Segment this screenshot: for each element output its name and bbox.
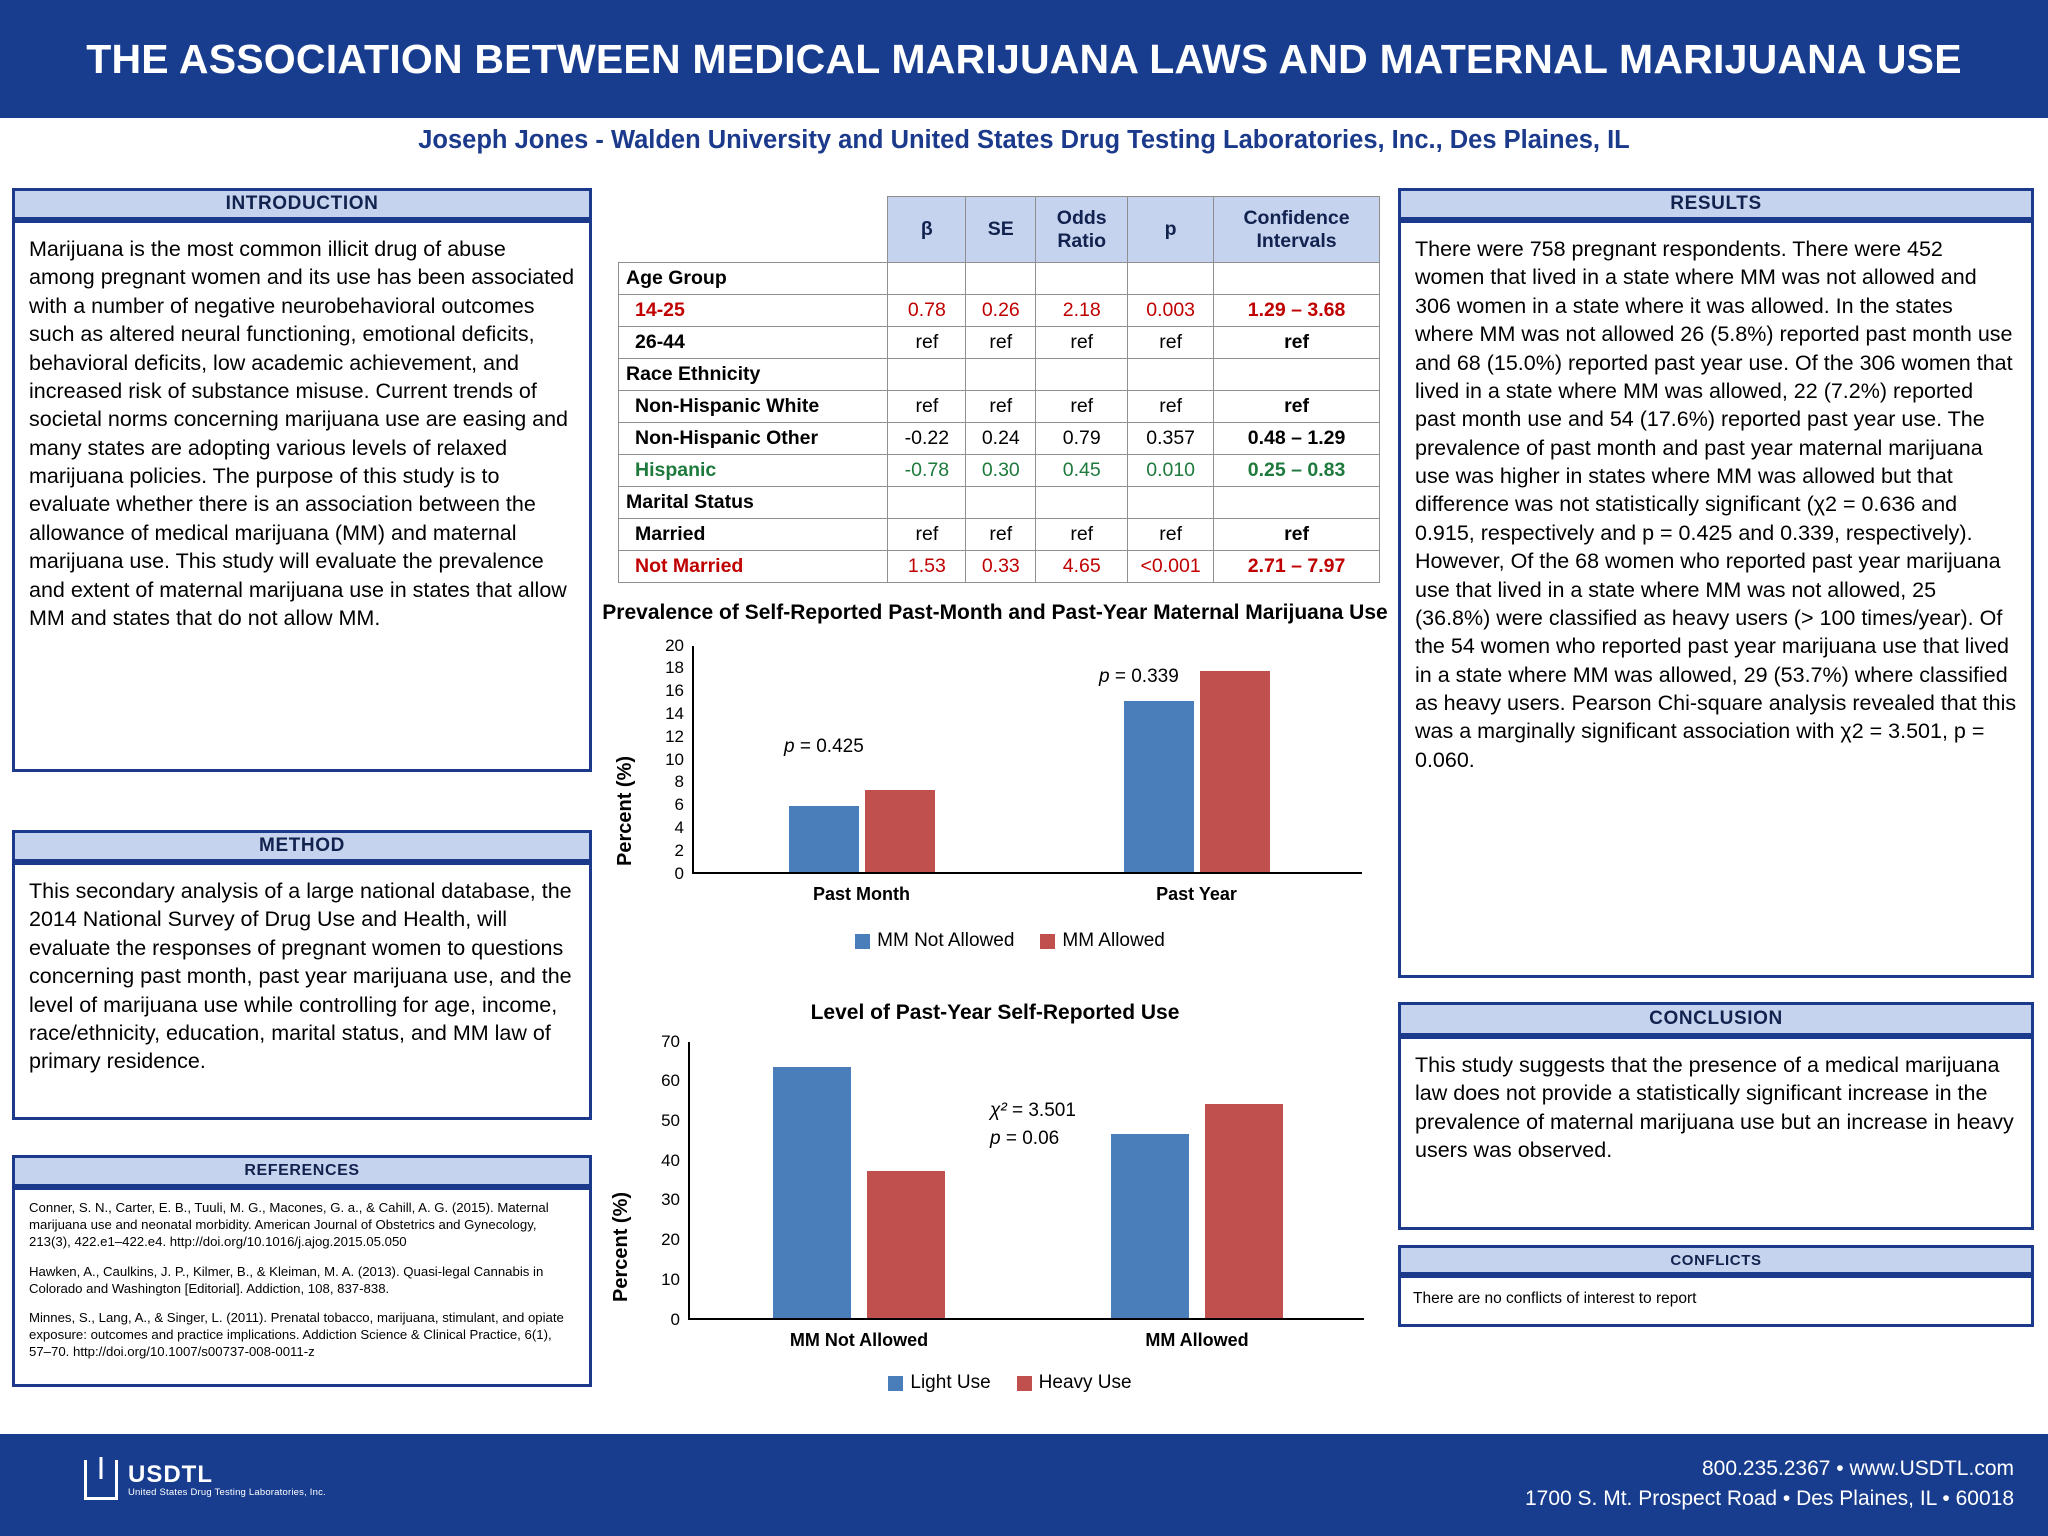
chart-bar xyxy=(789,806,859,872)
table-row xyxy=(619,391,1380,423)
chart-bar xyxy=(1200,671,1270,872)
table-cell: ref xyxy=(1128,327,1214,359)
table-cell xyxy=(966,359,1036,391)
table-col-p: p xyxy=(1128,197,1214,263)
usdtl-logo-subtitle: United States Drug Testing Laboratories, Inc. xyxy=(128,1486,326,1498)
section-conclusion xyxy=(1398,1036,2034,1230)
table-cell: ref xyxy=(1214,519,1380,551)
table-row xyxy=(619,551,1380,583)
table-row-label: Race Ethnicity xyxy=(619,359,888,391)
table-cell: 0.78 xyxy=(888,295,966,327)
reference-item: Minnes, S., Lang, A., & Singer, L. (2011). Prenatal tobacco, marijuana, stimulant, and opiate exposure: outcomes and practice implications. Addiction Science & Clinical Practice, 6(1), 57–70. http://doi.org/10.1007/s00737-008-0011-z xyxy=(29,1310,564,1360)
section-heading-introduction: INTRODUCTION xyxy=(12,188,592,220)
chart-level-title: Level of Past-Year Self-Reported Use xyxy=(810,1001,1180,1024)
table-cell: 0.48 – 1.29 xyxy=(1214,423,1380,455)
introduction-text: Marijuana is the most common illicit drug of abuse among pregnant women and its use has been associated with a number of negative neurobehavioral outcomes such as altered neural functioning, emotional deficits, behavioral deficits, low academic achievement, and increased risk of substance misuse. Current trends of societal norms concerning marijuana use are easing and many states are adopting various levels of relaxed marijuana policies. The purpose of this study is to evaluate whether there is an association between the allowance of medical marijuana (MM) and maternal marijuana use. This study will evaluate the prevalence and extent of maternal marijuana use in states that allow MM and states that do not allow MM. xyxy=(29,237,575,630)
chart-prevalence-axes xyxy=(692,646,1362,904)
chart-category-label: MM Not Allowed xyxy=(789,1329,929,1350)
chart-bar xyxy=(1205,1104,1283,1317)
legend-swatch-icon xyxy=(888,1376,903,1391)
axis-tick-label: 6 xyxy=(674,795,684,815)
section-heading-method: METHOD xyxy=(12,830,592,862)
legend-item-mm-allowed xyxy=(1040,930,1164,952)
regression-table-wrapper xyxy=(618,196,1380,583)
table-cell xyxy=(1036,263,1128,295)
table-cell xyxy=(966,263,1036,295)
axis-tick-label: 16 xyxy=(665,681,684,701)
chart-category-label: Past Month xyxy=(813,883,910,904)
footer-address: 1700 S. Mt. Prospect Road • Des Plaines, IL • 60018 xyxy=(1524,1487,2014,1511)
chart-bar xyxy=(1111,1134,1189,1318)
axis-tick-label: 10 xyxy=(665,749,684,769)
table-cell: 1.29 – 3.68 xyxy=(1214,295,1380,327)
legend-swatch-icon xyxy=(1040,934,1055,949)
table-row xyxy=(619,519,1380,551)
chart-prevalence-yticks xyxy=(636,635,688,883)
section-method xyxy=(12,862,592,1120)
table-col-beta: β xyxy=(888,197,966,263)
table-cell xyxy=(1214,487,1380,519)
axis-tick-label: 20 xyxy=(661,1230,680,1250)
table-row-label: Age Group xyxy=(619,263,888,295)
axis-tick-label: 2 xyxy=(674,840,684,860)
method-text: This secondary analysis of a large national database, the 2014 National Survey of Drug Use and Health, will evaluate the responses of pregnant women to questions concerning past month, past year marijuana use, and the level of marijuana use while controlling for age, income, race/ethnicity, education, marital status, and MM law of primary residence. xyxy=(29,879,572,1074)
table-row-label: Non-Hispanic White xyxy=(619,391,888,423)
axis-tick-label: 0 xyxy=(670,1309,680,1329)
axis-tick-label: 20 xyxy=(665,635,684,655)
legend-label: Light Use xyxy=(910,1372,991,1393)
axis-tick-label: 60 xyxy=(661,1071,680,1091)
table-cell: -0.22 xyxy=(888,423,966,455)
table-cell: 0.357 xyxy=(1128,423,1214,455)
table-row xyxy=(619,263,1380,295)
table-cell: -0.78 xyxy=(888,455,966,487)
references-list xyxy=(15,1190,589,1384)
table-row-label: Non-Hispanic Other xyxy=(619,423,888,455)
table-cell: ref xyxy=(1128,519,1214,551)
table-row xyxy=(619,423,1380,455)
chart-category-label: Past Year xyxy=(1156,883,1237,904)
axis-tick-label: 14 xyxy=(665,704,684,723)
legend-swatch-icon xyxy=(1017,1376,1032,1391)
table-cell xyxy=(1128,263,1214,295)
table-cell: ref xyxy=(1036,519,1128,551)
table-cell xyxy=(1214,359,1380,391)
axis-tick-label: 30 xyxy=(661,1190,680,1210)
table-row xyxy=(619,295,1380,327)
table-header-row xyxy=(619,197,1380,263)
section-results xyxy=(1398,220,2034,978)
table-col-confidence-intervals: Confidence Intervals xyxy=(1214,197,1380,263)
chart-level-axes xyxy=(688,1042,1364,1350)
chart-category-label: MM Allowed xyxy=(1145,1329,1249,1350)
chart-bar xyxy=(1124,701,1194,872)
axis-tick-label: 8 xyxy=(674,772,684,792)
table-cell: ref xyxy=(966,519,1036,551)
chart-level-legend xyxy=(660,1372,1360,1394)
section-heading-conclusion: CONCLUSION xyxy=(1398,1002,2034,1036)
chart-level-yticks xyxy=(632,1031,684,1329)
legend-label: Heavy Use xyxy=(1038,1372,1132,1393)
table-cell xyxy=(888,263,966,295)
table-cell: ref xyxy=(888,519,966,551)
usdtl-logo xyxy=(84,1460,326,1500)
chart-bar xyxy=(867,1171,945,1317)
axis-tick-label: 12 xyxy=(665,726,684,746)
table-cell xyxy=(1128,359,1214,391)
page-title: THE ASSOCIATION BETWEEN MEDICAL MARIJUANA LAWS AND MATERNAL MARIJUANA USE xyxy=(86,35,1962,82)
table-row-label: Not Married xyxy=(619,551,888,583)
section-heading-references: REFERENCES xyxy=(12,1155,592,1187)
table-cell: 0.003 xyxy=(1128,295,1214,327)
regression-table xyxy=(618,196,1380,583)
legend-item-heavy-use xyxy=(1017,1372,1132,1394)
table-cell: 0.33 xyxy=(966,551,1036,583)
table-col-se: SE xyxy=(966,197,1036,263)
table-cell: 0.79 xyxy=(1036,423,1128,455)
table-cell: 0.010 xyxy=(1128,455,1214,487)
section-references xyxy=(12,1187,592,1387)
chart-prevalence-legend xyxy=(660,930,1360,952)
table-row xyxy=(619,455,1380,487)
usdtl-logo-text xyxy=(128,1462,326,1497)
usdtl-logo-name: USDTL xyxy=(128,1461,213,1489)
table-cell: 4.65 xyxy=(1036,551,1128,583)
section-introduction xyxy=(12,220,592,772)
table-cell: ref xyxy=(966,391,1036,423)
chart-annotation: p = 0.425 xyxy=(784,735,864,757)
poster-footer xyxy=(0,1434,2048,1536)
table-cell xyxy=(888,359,966,391)
table-col-odds-ratio: Odds Ratio xyxy=(1036,197,1128,263)
legend-label: MM Allowed xyxy=(1062,930,1165,951)
chart-annotation: p = 0.339 xyxy=(1099,665,1179,687)
axis-tick-label: 18 xyxy=(665,658,684,678)
table-cell: ref xyxy=(888,391,966,423)
table-cell: ref xyxy=(888,327,966,359)
axis-tick-label: 70 xyxy=(661,1031,680,1051)
table-row-label: 14-25 xyxy=(619,295,888,327)
poster-title-bar xyxy=(0,0,2048,118)
table-cell: 2.71 – 7.97 xyxy=(1214,551,1380,583)
table-cell: ref xyxy=(1214,327,1380,359)
table-row-label: Marital Status xyxy=(619,487,888,519)
table-cell: 2.18 xyxy=(1036,295,1128,327)
footer-phone-web: 800.235.2367 • www.USDTL.com xyxy=(1701,1457,2014,1480)
chart-annotation: χ² = 3.501 xyxy=(990,1099,1076,1121)
section-heading-results: RESULTS xyxy=(1398,188,2034,220)
chart-prevalence-title: Prevalence of Self-Reported Past-Month and Past-Year Maternal Marijuana Use xyxy=(602,601,1388,624)
usdtl-logo-mark-icon xyxy=(84,1460,118,1500)
axis-tick-label: 10 xyxy=(661,1269,680,1289)
table-row xyxy=(619,327,1380,359)
table-cell: 1.53 xyxy=(888,551,966,583)
table-cell xyxy=(966,487,1036,519)
legend-item-mm-not-allowed xyxy=(855,930,1014,952)
table-row xyxy=(619,359,1380,391)
legend-label: MM Not Allowed xyxy=(877,930,1015,951)
chart-bar xyxy=(773,1067,851,1318)
table-cell xyxy=(1036,487,1128,519)
table-row-label: Hispanic xyxy=(619,455,888,487)
table-col-blank xyxy=(619,197,888,263)
table-cell xyxy=(888,487,966,519)
table-cell: ref xyxy=(1036,391,1128,423)
table-cell: ref xyxy=(1214,391,1380,423)
table-row-label: Married xyxy=(619,519,888,551)
chart-bar xyxy=(865,790,935,872)
table-row-label: 26-44 xyxy=(619,327,888,359)
table-cell: 0.24 xyxy=(966,423,1036,455)
legend-swatch-icon xyxy=(855,934,870,949)
table-cell xyxy=(1128,487,1214,519)
chart-level-ylabel: Percent (%) xyxy=(610,1191,632,1302)
reference-item: Conner, S. N., Carter, E. B., Tuuli, M. G., Macones, G. a., & Cahill, A. G. (2015). Maternal marijuana use and neonatal morbidity. American Journal of Obstetrics and Gynecology, 213(3), 422.e1–422.e4. http://doi.org/10.1016/j.ajog.2015.05.050 xyxy=(29,1200,549,1249)
axis-tick-label: 0 xyxy=(674,863,684,883)
chart-prevalence-ylabel: Percent (%) xyxy=(614,755,636,866)
conclusion-text: This study suggests that the presence of a medical marijuana law does not provide a statistically significant increase in the prevalence of maternal marijuana use but an increase in heavy users was observed. xyxy=(1415,1053,2014,1163)
chart-annotation: p = 0.06 xyxy=(990,1127,1060,1149)
footer-contact xyxy=(1525,1454,2014,1515)
reference-item: Hawken, A., Caulkins, J. P., Kilmer, B., & Kleiman, M. A. (2013). Quasi-legal Cannabis in Colorado and Washington [Editorial]. Addiction, 108, 837-838. xyxy=(29,1263,544,1296)
table-cell xyxy=(1036,359,1128,391)
table-cell: ref xyxy=(966,327,1036,359)
table-cell xyxy=(1214,263,1380,295)
chart-prevalence xyxy=(600,600,1390,990)
table-cell: 0.26 xyxy=(966,295,1036,327)
section-heading-conflicts: CONFLICTS xyxy=(1398,1245,2034,1275)
author-line: Joseph Jones - Walden University and United States Drug Testing Laboratories, Inc., Des Plaines, IL xyxy=(418,126,1630,154)
results-text: There were 758 pregnant respondents. There were 452 women that lived in a state where MM was not allowed and 306 women in a state where it was allowed. In the states where MM was not allowed 26 (5.8%) reported past month use and 68 (15.0%) reported past year use. Of the 306 women that lived in a state where MM was allowed, 22 (7.2%) reported past month use and 54 (17.6%) reported past year use. The prevalence of past month and past year maternal marijuana use was higher in states where MM was allowed but that difference was not statistically significant (χ2 = 0.636 and 0.915, respectively and p = 0.425 and 0.339, respectively). However, Of the 68 women who reported past year marijuana use that lived in a state where MM was not allowed, 25 (36.8%) were classified as heavy users (> 100 times/year). Of the 54 women who reported past year marijuana use that lived in a state where MM was allowed, 29 (53.7%) where classified as heavy users. Pearson Chi-square analysis revealed that this was a marginally significant association with χ2 = 3.501, p = 0.060. xyxy=(1415,237,2017,772)
table-cell: 0.25 – 0.83 xyxy=(1214,455,1380,487)
axis-tick-label: 50 xyxy=(661,1111,680,1131)
legend-item-light-use xyxy=(888,1372,990,1394)
chart-level-of-use xyxy=(600,1000,1390,1420)
section-conflicts xyxy=(1398,1275,2034,1327)
axis-tick-label: 4 xyxy=(674,818,684,837)
conflicts-text: There are no conflicts of interest to report xyxy=(1413,1290,1697,1307)
table-cell: <0.001 xyxy=(1128,551,1214,583)
chart-level-plot xyxy=(600,1031,1390,1374)
table-cell: ref xyxy=(1036,327,1128,359)
axis-tick-label: 40 xyxy=(661,1150,680,1170)
table-cell: 0.30 xyxy=(966,455,1036,487)
table-body xyxy=(619,263,1380,583)
table-cell: 0.45 xyxy=(1036,455,1128,487)
table-row xyxy=(619,487,1380,519)
table-cell: ref xyxy=(1128,391,1214,423)
chart-prevalence-plot xyxy=(600,634,1390,934)
